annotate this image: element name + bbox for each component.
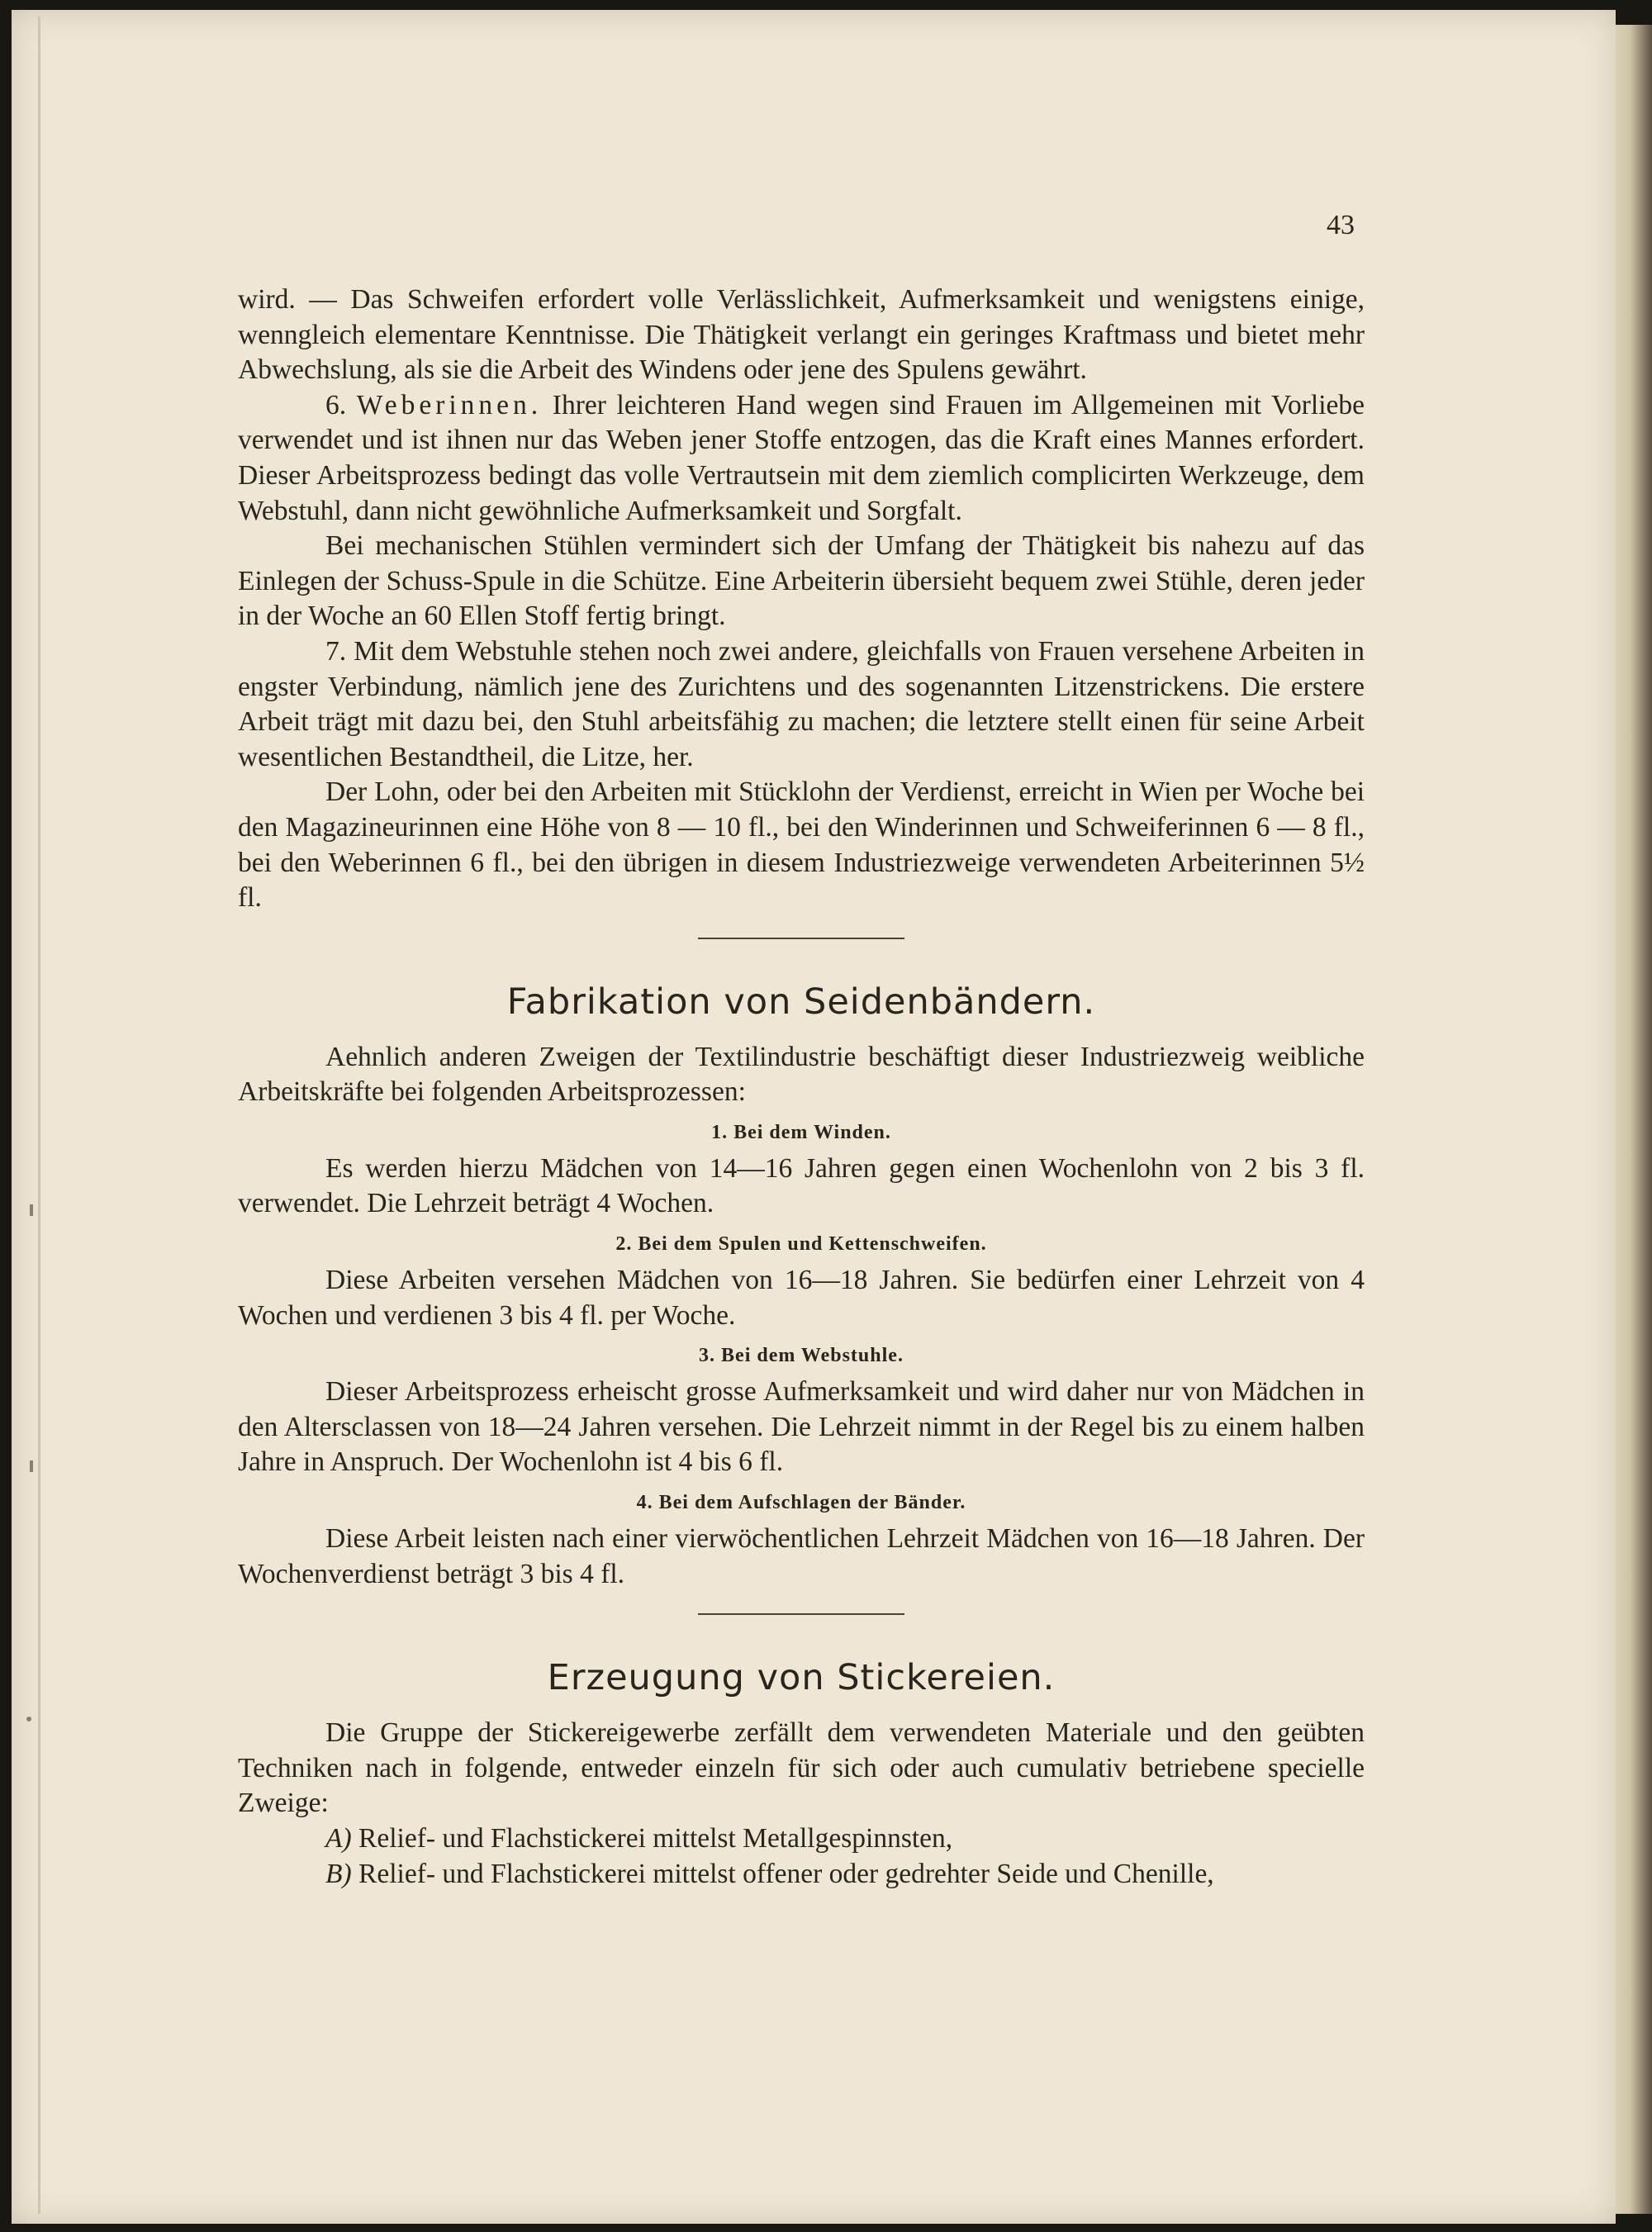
section-heading: Fabrikation von Seidenbändern. xyxy=(506,981,1096,1023)
list-item xyxy=(238,1821,1365,1857)
section-intro: Aehnlich anderen Zweigen der Textilindustrie beschäftigt dieser Industriezweig weibliche Arbeitskräfte bei folgenden Arbeitsprozessen: xyxy=(238,1041,1365,1108)
list-text: Relief- und Flachstickerei mittelst Metallgespinnsten, xyxy=(358,1823,953,1854)
item-number: 6. xyxy=(325,389,357,420)
section-intro: Die Gruppe der Stickereigewerbe zerfällt dem verwendeten Materiale und den geübten Techniken nach in folgende, entweder einzeln für sich oder auch cumulativ betriebene specielle Zweige: xyxy=(238,1717,1365,1819)
list-label: A) xyxy=(325,1823,352,1854)
binding-edge xyxy=(38,17,40,2214)
list-item xyxy=(238,1857,1365,1892)
paragraph: Bei mechanischen Stühlen vermindert sich der Umfang der Thätigkeit bis nahezu auf das Einlegen der Schuss-Spule in die Schütze. Eine Arbeiterin übersieht bequem zwei Stühle, deren jeder in der Woche an 60 Ellen Stoff fertig bringt. xyxy=(238,530,1365,632)
paragraph: Diese Arbeiten versehen Mädchen von 16—18 Jahren. Sie bedürfen einer Lehrzeit von 4 Wochen und verdienen 3 bis 4 fl. per Woche. xyxy=(238,1265,1365,1331)
paragraph-text: Der Lohn, oder bei den Arbeiten mit Stücklohn der Verdienst, erreicht in Wien per Woche bei den Magazineurinnen eine Höhe von 8 — 10 fl., bei den Winderinnen und Schweiferinnen 6 — 8 fl., bei den Weberinnen 6 fl., bei den übrigen in diesem Industriezweige verwendeten Arbeiterinnen xyxy=(238,776,1365,878)
subheading: 4. Bei dem Aufschlagen der Bänder. xyxy=(636,1492,966,1514)
paragraph-text: Ihrer leichteren Hand wegen sind Frauen im Allgemeinen mit Vorliebe verwendet und ist ihnen nur das Weben jener Stoffe entzogen, das die Kraft eines Mannes erfordert. Dieser Arbeitsprozess bedingt das volle Vertrautsein mit dem ziemlich complicirten Werkzeuge, dem Webstuhl, dann nicht gewöhnliche Aufmerksamkeit und Sorgfalt. xyxy=(238,389,1365,526)
wage-fraction: 5½ fl. xyxy=(238,847,1365,914)
spaced-term: Weberinnen. xyxy=(356,389,543,420)
paragraph: Diese Arbeit leisten nach einer vierwöchentlichen Lehrzeit Mädchen von 16—18 Jahren. Der Wochenverdienst beträgt 3 bis 4 fl. xyxy=(238,1523,1365,1589)
margin-mark xyxy=(30,1460,33,1472)
paragraph-weberinnen xyxy=(238,388,1365,529)
subheading: 2. Bei dem Spulen und Kettenschweifen. xyxy=(615,1233,987,1256)
subheading: 1. Bei dem Winden. xyxy=(711,1121,891,1143)
list-label: B) xyxy=(325,1858,352,1889)
paragraph: wird. — Das Schweifen erfordert volle Verlässlichkeit, Aufmerksamkeit und wenigstens einige, wenngleich elementare Kenntnisse. Die Thätigkeit verlangt ein geringes Kraftmass und bietet mehr Abwechslung, als sie die Arbeit des Windens oder jene des Spulens gewährt. xyxy=(238,284,1365,386)
paragraph: 7. Mit dem Webstuhle stehen noch zwei andere, gleichfalls von Frauen versehene Arbeiten in engster Verbindung, nämlich jene des Zurichtens und des sogenannten Litzenstrickens. Die erstere Arbeit trägt mit dazu bei, den Stuhl arbeitsfähig zu machen; die letztere stellt einen für seine Arbeit wesentlichen Bestandtheil, die Litze, her. xyxy=(238,635,1365,772)
subheading: 3. Bei dem Webstuhle. xyxy=(699,1345,904,1367)
page-number: 43 xyxy=(1327,210,1355,240)
section-divider xyxy=(698,1613,904,1615)
paragraph-wages xyxy=(238,775,1365,915)
margin-mark xyxy=(26,1717,31,1721)
paragraph: Es werden hierzu Mädchen von 14—16 Jahren gegen einen Wochenlohn von 2 bis 3 fl. verwendet. Die Lehrzeit beträgt 4 Wochen. xyxy=(238,1152,1365,1219)
margin-mark xyxy=(30,1204,33,1216)
page-edge-right xyxy=(1616,25,1652,2214)
page-body xyxy=(238,283,1365,1892)
list-text: Relief- und Flachstickerei mittelst offener oder gedrehter Seide und Chenille, xyxy=(358,1858,1214,1889)
paragraph: Dieser Arbeitsprozess erheischt grosse Aufmerksamkeit und wird daher nur von Mädchen in den Altersclassen von 18—24 Jahren versehen. Die Lehrzeit nimmt in der Regel bis zu einem halben Jahre in Anspruch. Der Wochenlohn ist 4 bis 6 fl. xyxy=(238,1376,1365,1478)
section-divider xyxy=(698,938,904,939)
section-heading: Erzeugung von Stickereien. xyxy=(547,1657,1056,1699)
